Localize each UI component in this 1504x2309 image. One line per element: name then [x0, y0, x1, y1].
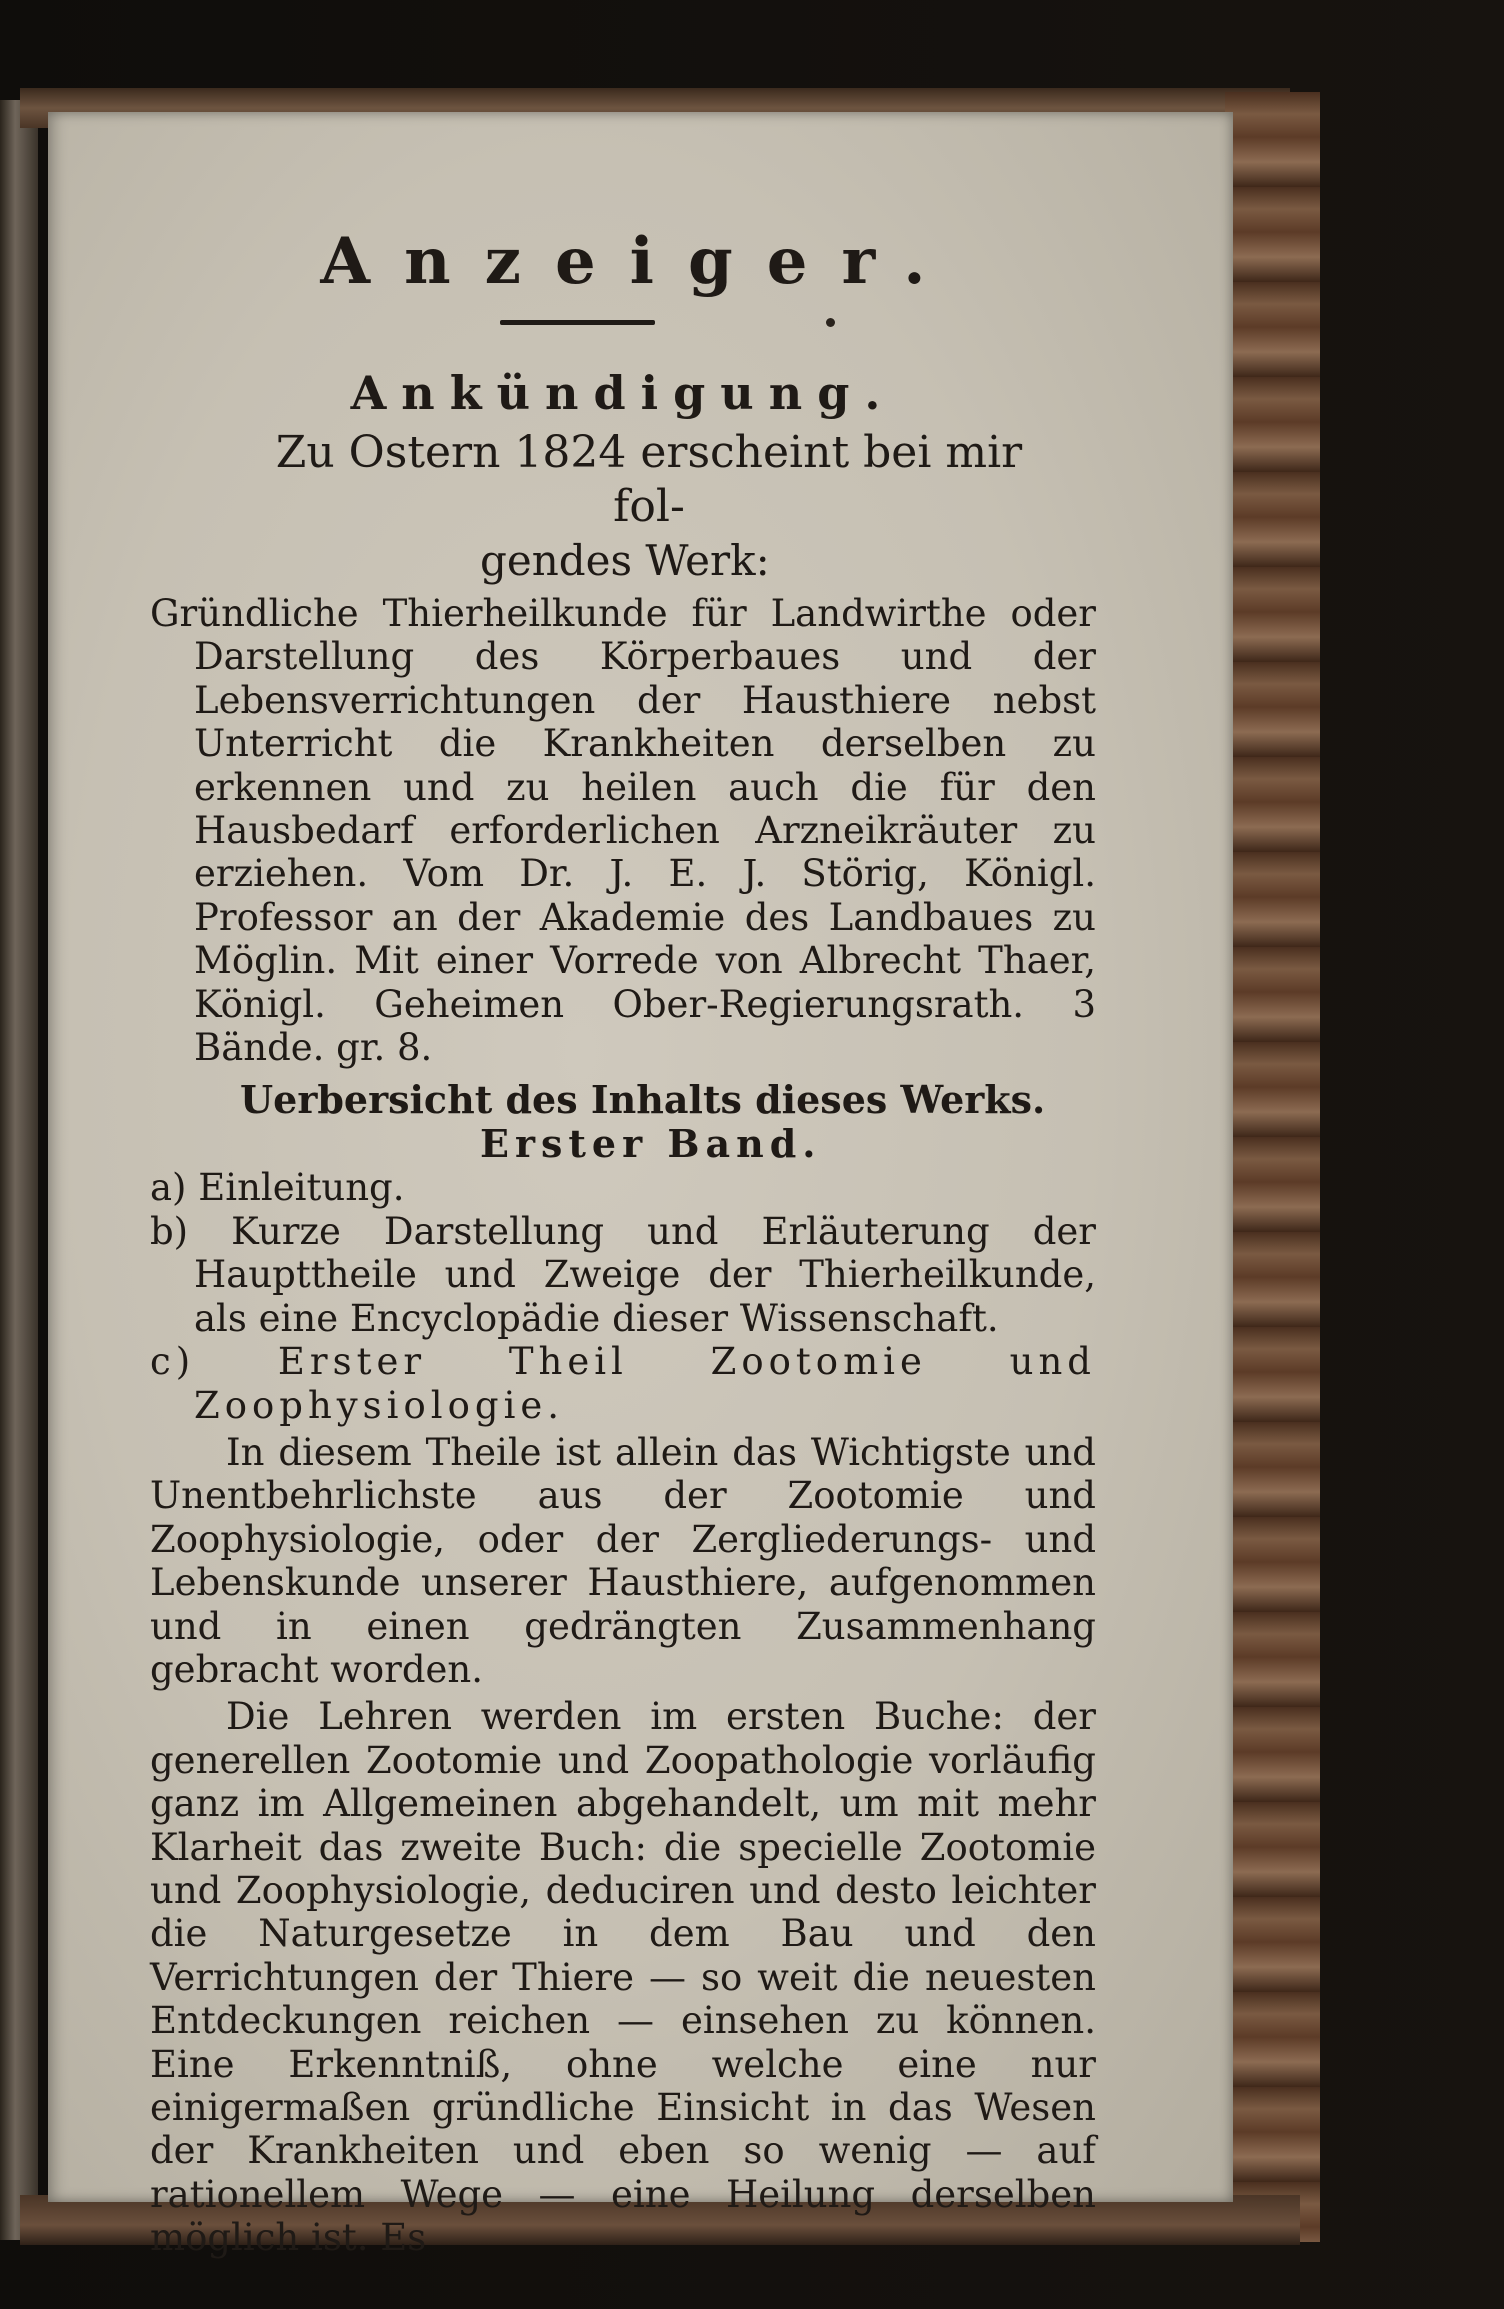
- contents-overview-title: Uerbersicht des Inhalts dieses Werks.: [240, 1077, 1046, 1123]
- body-paragraph: In diesem Theile ist allein das Wichtigste und Unentbehrlichste aus der Zootomie und Zoophysiologie, oder der Zergliederungs- und Lebenskunde unserer Hausthiere, aufgenommen und in einen gedrängten Zusammenhang gebracht worden.: [150, 1430, 1096, 1691]
- left-page-edge: [0, 100, 38, 2240]
- body-paragraph: Die Lehren werden im ersten Buche: der generellen Zootomie und Zoopathologie vorläufig ganz im Allgemeinen abgehandelt, um mit mehr Klarheit das zweite Buch: die specielle Zootomie und Zoophysiologie, deduciren und desto leichter die Naturgesetze in dem Bau und den Verrichtungen der Thiere — so weit die neuesten Entdeckungen reichen — einsehen zu können. Eine Erkenntniß, ohne welche eine nur einigermaßen gründliche Einsicht in das Wesen der Krankheiten und eben so wenig — auf rationellem Wege — eine Heilung derselben möglich ist. Es: [150, 1695, 1096, 2260]
- contents-item-a: a) Einleitung.: [150, 1166, 405, 1210]
- divider-dot: [826, 318, 835, 327]
- page-text: [150, 222, 1096, 2260]
- section-title: Ankündigung.: [350, 366, 896, 420]
- book-description: Gründliche Thierheilkunde für Landwirthe oder Darstellung des Körperbaues und der Lebensverrichtungen der Hausthiere nebst Unterricht die Krankheiten derselben zu erkennen und zu heilen auch die für den Hausbedarf erforderlichen Arzneikräuter zu erziehen. Vom Dr. J. E. J. Störig, Königl. Professor an der Akademie des Landbaues zu Möglin. Mit einer Vorrede von Albrecht Thaer, Königl. Geheimen Ober-Regierungsrath. 3 Bände. gr. 8.: [150, 592, 1096, 1070]
- announcement-lead: Zu Ostern 1824 erscheint bei mir fol-: [275, 427, 1023, 532]
- page-title: Anzeiger.: [320, 224, 960, 299]
- announcement-lead-end: gendes Werk:: [480, 536, 770, 585]
- book-spine-cover: [1225, 92, 1320, 2242]
- contents-item-c: c) Erster Theil Zootomie und Zoophysiologie.: [150, 1340, 1096, 1427]
- contents-item-b: b) Kurze Darstellung und Erläuterung der Haupttheile und Zweige der Thierheilkunde, als eine Encyclopädie dieser Wissenschaft.: [150, 1209, 1096, 1340]
- divider-rule: [500, 320, 655, 325]
- volume-title: Erster Band.: [480, 1121, 822, 1167]
- title-divider: [150, 302, 1096, 342]
